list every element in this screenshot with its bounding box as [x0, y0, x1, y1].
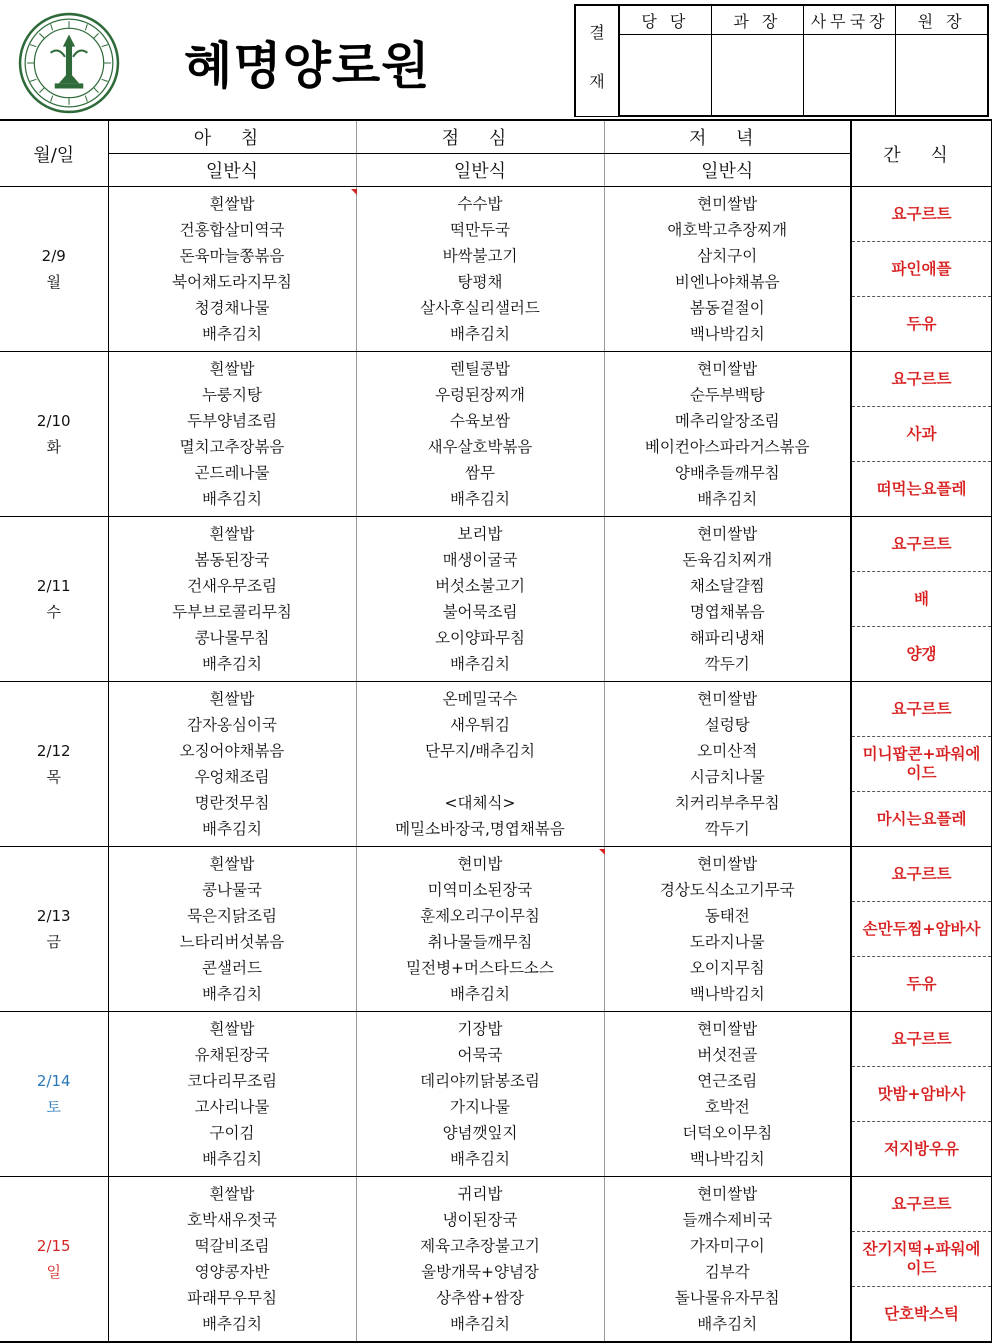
menu-dish: 제육고추장불고기 [420, 1237, 540, 1255]
approval-role-manager: 과 장 [711, 5, 803, 35]
menu-dish: 흰쌀밥 [209, 360, 255, 378]
menu-dish: 감자옹심이국 [187, 716, 277, 734]
menu-dish: 두부양념조림 [187, 412, 277, 430]
menu-dish: 온메밀국수 [442, 690, 518, 708]
day-date-cell [0, 187, 108, 352]
day-weekday: 수 [46, 603, 61, 621]
menu-dish: 렌틸콩밥 [450, 360, 510, 378]
snack-item: 손만두찜+암바사 [852, 901, 991, 956]
snack-cell [851, 682, 992, 847]
dinner-cell [604, 1012, 851, 1177]
menu-dish: 메추리알장조림 [674, 412, 780, 430]
menu-dish: 베이컨아스파라거스볶음 [644, 438, 810, 456]
day-date-cell [0, 1177, 108, 1343]
menu-dish: 깍두기 [704, 820, 750, 838]
snack-header: 간 식 [851, 120, 992, 187]
menu-dish: 어묵국 [457, 1046, 503, 1064]
menu-dish: 양념깻잎지 [442, 1124, 518, 1142]
menu-dish: 밀전병+머스타드소스 [406, 959, 554, 977]
menu-dish: 배추김치 [450, 655, 510, 673]
menu-dish: 깍두기 [704, 655, 750, 673]
snack-item: 단호박스틱 [852, 1286, 991, 1341]
menu-dish: 배추김치 [450, 490, 510, 508]
menu-dish: 호박전 [704, 1098, 750, 1116]
menu-dish: 현미밥 [457, 855, 503, 873]
breakfast-header: 아 침 [108, 120, 356, 154]
breakfast-cell [108, 517, 356, 682]
menu-dish: 단무지/배추김치 [424, 742, 536, 760]
breakfast-cell [108, 1177, 356, 1343]
day-date: 2/11 [36, 577, 71, 595]
menu-dish: 울방개묵+양념장 [421, 1263, 539, 1281]
day-weekday: 목 [46, 768, 61, 786]
breakfast-cell [108, 682, 356, 847]
menu-dish: 애호박고추장찌개 [667, 221, 788, 239]
day-weekday: 화 [46, 438, 61, 456]
menu-dish: 명란젓무침 [194, 794, 270, 812]
menu-dish: 연근조림 [697, 1072, 758, 1090]
menu-dish: 떡만두국 [450, 221, 510, 239]
snack-item: 파인애플 [852, 241, 991, 296]
menu-dish: 바싹불고기 [442, 247, 518, 265]
menu-dish: 북어채도라지무침 [172, 273, 292, 291]
diet-type-label: 일반식 [356, 154, 604, 187]
snack-item: 잔기지떡+파워에이드 [852, 1231, 991, 1286]
menu-day-row [0, 682, 992, 847]
menu-dish: 배추김치 [697, 1315, 758, 1333]
lunch-cell [356, 1177, 604, 1343]
menu-dish: 오이양파무침 [435, 629, 525, 647]
menu-dish: 버섯전골 [697, 1046, 758, 1064]
menu-dish: 더덕오이무침 [682, 1124, 773, 1142]
menu-dish: 배추김치 [202, 1150, 262, 1168]
page-header [0, 0, 992, 118]
lunch-cell [356, 187, 604, 352]
menu-dish: 오징어야채볶음 [179, 742, 285, 760]
weekly-menu-table [0, 119, 992, 1343]
menu-dish: 오미산적 [697, 742, 758, 760]
menu-dish: 현미쌀밥 [697, 855, 758, 873]
lunch-cell [356, 682, 604, 847]
menu-dish: 콘샐러드 [202, 959, 262, 977]
menu-dish: 떡갈비조림 [194, 1237, 270, 1255]
snack-item: 요구르트 [891, 369, 952, 388]
snack-cell [851, 187, 992, 352]
menu-dish: 불어묵조림 [442, 603, 518, 621]
approval-role-director: 원 장 [896, 5, 988, 35]
menu-dish: 현미쌀밥 [697, 195, 758, 213]
snack-item: 마시는요플레 [852, 791, 991, 846]
menu-dish: 배추김치 [450, 1150, 510, 1168]
menu-dish: 쌈무 [465, 464, 495, 482]
menu-dish: 흰쌀밥 [209, 1185, 255, 1203]
snack-item: 요구르트 [891, 204, 952, 223]
menu-dish: 돌나물유자무침 [674, 1289, 780, 1307]
menu-dish: 경상도식소고기무국 [659, 881, 795, 899]
menu-dish: 동태전 [704, 907, 750, 925]
menu-dish: 배추김치 [450, 1315, 510, 1333]
lunch-header: 점 심 [356, 120, 604, 154]
snack-item: 요구르트 [891, 699, 952, 718]
menu-dish [357, 764, 604, 790]
page-title: 혜명양로원 [184, 37, 431, 95]
menu-dish: 보리밥 [457, 525, 503, 543]
menu-dish: 건홍합살미역국 [179, 221, 285, 239]
menu-dish: 명엽채볶음 [689, 603, 765, 621]
date-column-header: 월/일 [0, 120, 108, 187]
menu-dish: 수수밥 [457, 195, 503, 213]
menu-dish: 귀리밥 [457, 1185, 503, 1203]
menu-dish: 영양콩자반 [194, 1263, 270, 1281]
menu-dish: 살사후실리샐러드 [420, 299, 540, 317]
menu-day-row [0, 352, 992, 517]
snack-item: 배 [852, 571, 991, 626]
diet-type-label: 일반식 [108, 154, 356, 187]
menu-dish: 곤드레나물 [194, 464, 270, 482]
menu-dish: 멸치고추장볶음 [179, 438, 285, 456]
day-weekday: 일 [46, 1263, 61, 1281]
dinner-header: 저 녁 [604, 120, 851, 154]
menu-dish: 현미쌀밥 [697, 1020, 758, 1038]
menu-dish: 백나박김치 [689, 985, 765, 1003]
menu-dish: 버섯소불고기 [435, 577, 525, 595]
menu-dish: 도라지나물 [689, 933, 765, 951]
menu-dish: 가자미구이 [689, 1237, 765, 1255]
dinner-cell [604, 682, 851, 847]
menu-dish: 취나물들깨무침 [427, 933, 533, 951]
menu-dish: 가지나물 [450, 1098, 510, 1116]
day-date-cell [0, 517, 108, 682]
snack-item: 미니팝콘+파워에이드 [852, 736, 991, 791]
day-date: 2/15 [36, 1237, 71, 1255]
menu-dish: 돈육김치찌개 [682, 551, 773, 569]
lunch-cell [356, 517, 604, 682]
menu-dish: 기장밥 [457, 1020, 503, 1038]
menu-dish: 배추김치 [450, 325, 510, 343]
snack-cell [851, 1012, 992, 1177]
menu-dish: 고사리나물 [194, 1098, 270, 1116]
snack-item: 요구르트 [891, 1194, 952, 1213]
menu-dish: 새우살호박볶음 [427, 438, 533, 456]
approval-sign-box[interactable] [619, 35, 711, 117]
menu-dish: 매생이굴국 [442, 551, 518, 569]
menu-dish: 새우튀김 [450, 716, 510, 734]
menu-dish: 콩나물무침 [194, 629, 270, 647]
snack-item: 두유 [852, 296, 991, 351]
menu-dish: 누룽지탕 [202, 386, 262, 404]
day-date-cell [0, 1012, 108, 1177]
menu-dish: 흰쌀밥 [209, 855, 255, 873]
menu-dish: 백나박김치 [689, 1150, 765, 1168]
snack-item: 맛밤+암바사 [852, 1066, 991, 1121]
dinner-cell [604, 517, 851, 682]
approval-sign-box[interactable] [711, 35, 803, 117]
menu-dish: 시금치나물 [689, 768, 765, 786]
menu-dish: <대체식> [444, 794, 516, 812]
breakfast-cell [108, 352, 356, 517]
menu-dish: 유채된장국 [194, 1046, 270, 1064]
institution-seal-logo [18, 12, 120, 114]
approval-role-office-director: 사무국장 [804, 5, 896, 35]
menu-dish: 두부브로콜리무침 [172, 603, 292, 621]
menu-dish: 콩나물국 [202, 881, 262, 899]
menu-dish: 상추쌈+쌈장 [436, 1289, 524, 1307]
menu-dish: 우렁된장찌개 [435, 386, 525, 404]
day-weekday: 월 [46, 273, 61, 291]
menu-dish: 순두부백탕 [689, 386, 765, 404]
menu-dish: 구이김 [209, 1124, 255, 1142]
menu-dish: 양배추들깨무침 [674, 464, 780, 482]
snack-cell [851, 847, 992, 1012]
approval-stamp-table [574, 4, 989, 117]
menu-day-row [0, 847, 992, 1012]
lunch-cell [356, 352, 604, 517]
menu-day-row [0, 187, 992, 352]
menu-dish: 건새우무조림 [187, 577, 277, 595]
menu-dish: 배추김치 [697, 490, 758, 508]
day-date-cell [0, 682, 108, 847]
menu-dish: 묵은지닭조림 [187, 907, 277, 925]
dinner-cell [604, 847, 851, 1012]
menu-dish: 돈육마늘쫑볶음 [179, 247, 285, 265]
menu-dish: 탕평채 [457, 273, 503, 291]
menu-dish: 비엔나야채볶음 [674, 273, 780, 291]
menu-dish: 배추김치 [202, 655, 262, 673]
approval-label: 결 재 [575, 5, 619, 116]
breakfast-cell [108, 847, 356, 1012]
menu-dish: 치커리부추무침 [674, 794, 780, 812]
menu-day-row [0, 517, 992, 682]
diet-type-label: 일반식 [604, 154, 851, 187]
snack-cell [851, 352, 992, 517]
menu-dish: 현미쌀밥 [697, 360, 758, 378]
menu-dish: 현미쌀밥 [697, 1185, 758, 1203]
snack-item: 요구르트 [891, 534, 952, 553]
snack-item: 요구르트 [891, 864, 952, 883]
menu-dish: 호박새우젓국 [187, 1211, 277, 1229]
day-date-cell [0, 847, 108, 1012]
snack-item: 저지방우유 [852, 1121, 991, 1176]
day-date: 2/10 [36, 412, 71, 430]
menu-dish: 배추김치 [202, 820, 262, 838]
dinner-cell [604, 1177, 851, 1343]
menu-dish: 코다리무조림 [187, 1072, 277, 1090]
day-date-cell [0, 352, 108, 517]
day-date: 2/13 [36, 907, 71, 925]
menu-dish: 느타리버섯볶음 [179, 933, 285, 951]
dinner-cell [604, 352, 851, 517]
menu-dish: 들깨수제비국 [682, 1211, 773, 1229]
menu-dish: 설렁탕 [704, 716, 750, 734]
approval-sign-box[interactable] [896, 35, 988, 117]
menu-dish: 냉이된장국 [442, 1211, 518, 1229]
menu-dish: 오이지무침 [689, 959, 765, 977]
menu-dish: 미역미소된장국 [427, 881, 533, 899]
menu-dish: 현미쌀밥 [697, 690, 758, 708]
menu-dish: 봄동겉절이 [689, 299, 765, 317]
menu-dish: 청경채나물 [194, 299, 270, 317]
menu-dish: 훈제오리구이무침 [420, 907, 540, 925]
approval-role-staff: 당 당 [619, 5, 711, 35]
menu-dish: 채소달걀찜 [689, 577, 765, 595]
menu-dish: 수육보쌈 [450, 412, 510, 430]
day-date: 2/14 [36, 1072, 71, 1090]
menu-dish: 배추김치 [202, 985, 262, 1003]
menu-dish: 배추김치 [202, 490, 262, 508]
day-date: 2/12 [36, 742, 71, 760]
breakfast-cell [108, 187, 356, 352]
menu-dish: 배추김치 [202, 1315, 262, 1333]
menu-dish: 메밀소바장국,명엽채볶음 [395, 820, 565, 838]
menu-dish: 김부각 [704, 1263, 750, 1281]
snack-cell [851, 1177, 992, 1343]
menu-dish: 봄동된장국 [194, 551, 270, 569]
menu-day-row [0, 1177, 992, 1343]
menu-dish: 흰쌀밥 [209, 525, 255, 543]
snack-item: 요구르트 [891, 1029, 952, 1048]
menu-dish: 배추김치 [450, 985, 510, 1003]
day-date: 2/9 [41, 247, 66, 265]
menu-dish: 삼치구이 [697, 247, 758, 265]
menu-dish: 우엉채조림 [194, 768, 270, 786]
menu-dish: 백나박김치 [689, 325, 765, 343]
breakfast-cell [108, 1012, 356, 1177]
menu-dish: 데리야끼닭봉조림 [420, 1072, 540, 1090]
menu-dish: 현미쌀밥 [697, 525, 758, 543]
menu-dish: 흰쌀밥 [209, 1020, 255, 1038]
menu-dish: 흰쌀밥 [209, 195, 255, 213]
lunch-cell [356, 847, 604, 1012]
snack-item: 양갱 [852, 626, 991, 681]
day-weekday: 토 [46, 1098, 61, 1116]
day-weekday: 금 [46, 933, 61, 951]
approval-sign-box[interactable] [804, 35, 896, 117]
snack-item: 사과 [852, 406, 991, 461]
menu-dish: 파래무우무침 [187, 1289, 277, 1307]
menu-dish: 해파리냉채 [689, 629, 765, 647]
lunch-cell [356, 1012, 604, 1177]
menu-dish: 흰쌀밥 [209, 690, 255, 708]
snack-item: 떠먹는요플레 [852, 461, 991, 516]
snack-item: 두유 [852, 956, 991, 1011]
menu-dish: 배추김치 [202, 325, 262, 343]
snack-cell [851, 517, 992, 682]
menu-day-row [0, 1012, 992, 1177]
dinner-cell [604, 187, 851, 352]
